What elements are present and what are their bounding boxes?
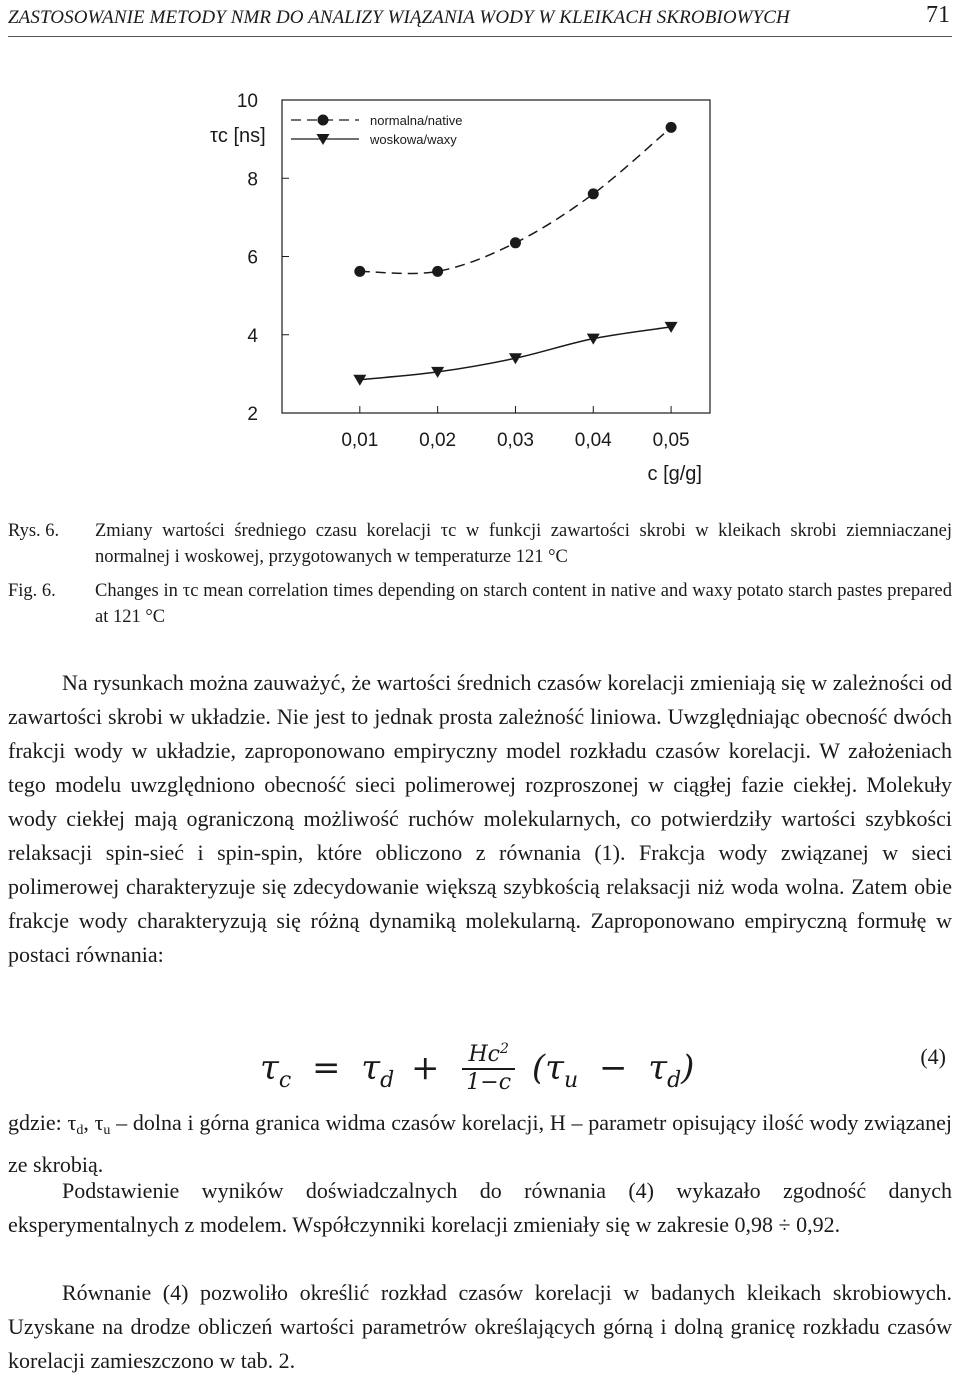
x-tick-label: 0,02 bbox=[419, 430, 457, 451]
eq-tau-d-sub: d bbox=[380, 1068, 395, 1093]
y-tick-label: 2 bbox=[247, 404, 258, 425]
x-axis-label: c [g/g] bbox=[647, 463, 702, 485]
eq-lhs-sub: c bbox=[278, 1068, 292, 1093]
eq-minus: − bbox=[598, 1048, 628, 1088]
eq-lhs: τ bbox=[260, 1048, 279, 1088]
eq-fraction bbox=[462, 1036, 515, 1096]
data-point-series-2 bbox=[353, 375, 366, 386]
where-tau-u: τ bbox=[94, 1110, 104, 1135]
paragraph-1: Na rysunkach można zauważyć, że wartości średnich czasów korelacji zmieniają się w zależności od zawartości skrobi w układzie. Nie jest to jednak prosta zależność liniowa. Uwzględniając obecność dwóch frakcji wody w układzie, zaproponowano empiryczny model rozkładu czasów korelacji. W założeniach tego modelu uwzględniono obecność sieci polimerowej rozproszonej w ciągłej fazie ciekłej. Molekuły wody ciekłej mają ograniczoną możliwość ruchów molekularnych, co potwierdziły wartości szybkości relaksacji spin-sieć i spin-spin, które obliczono z równania (1). Frakcja wody związanej w sieci polimerowej charakteryzuje się zdecydowanie większą szybkością relaksacji niż woda wolna. Zatem obie frakcje wody charakteryzują się różną dynamiką molekularną. Zaproponowano empiryczną formułę w postaci równania: bbox=[8, 670, 952, 967]
where-tau-d: τ bbox=[67, 1110, 77, 1135]
legend-marker-1 bbox=[318, 115, 329, 126]
correlation-time-chart bbox=[0, 80, 960, 500]
caption-en-label: Fig. 6. bbox=[8, 581, 56, 601]
caption-pl-label: Rys. 6. bbox=[8, 521, 60, 541]
y-tick-label: 8 bbox=[247, 169, 258, 191]
y-axis-label: τc [ns] bbox=[210, 125, 266, 147]
y-tick-label: 4 bbox=[247, 325, 258, 347]
running-header-title: ZASTOSOWANIE METODY NMR DO ANALIZY WIĄZANIA WODY W KLEIKACH SKROBIOWYCH bbox=[8, 7, 790, 28]
eq-paren-open: (τ bbox=[531, 1048, 564, 1088]
equation-formula bbox=[260, 1040, 694, 1100]
where-rest: – dolna i górna granica widma czasów korelacji, H – parametr opisujący ilość wody związanej ze skrobią. bbox=[8, 1110, 952, 1177]
caption-en-text: Changes in τc mean correlation times depending on starch content in native and waxy potato starch pastes prepared at 121 °C bbox=[95, 581, 952, 627]
eq-tau-d2-sub: d bbox=[667, 1068, 682, 1093]
paragraph-2: Podstawienie wyników doświadczalnych do równania (4) wykazało zgodność danych eksperymentalnych z modelem. Współczynniki korelacji zmieniały się w zakresie 0,98 ÷ 0,92. bbox=[8, 1178, 952, 1237]
data-point-series-1 bbox=[666, 122, 677, 133]
data-point-series-1 bbox=[510, 237, 521, 248]
paragraph-3: Równanie (4) pozwoliło określić rozkład czasów korelacji w badanych kleikach skrobiowych. Uzyskane na drodze obliczeń wartości parametrów określających górną i dolną granicę rozkładu czasów korelacji zamieszczono w tab. 2. bbox=[8, 1280, 952, 1373]
eq-equals: = bbox=[311, 1048, 341, 1088]
eq-tau-u-sub: u bbox=[563, 1068, 579, 1093]
plot-frame bbox=[282, 100, 710, 413]
eq-tau-d: τ bbox=[361, 1048, 381, 1088]
page-number: 71 bbox=[926, 2, 950, 28]
y-tick-label: 10 bbox=[236, 91, 258, 112]
data-point-series-1 bbox=[588, 188, 599, 199]
data-point-series-1 bbox=[354, 266, 365, 277]
equation-number: (4) bbox=[920, 1044, 946, 1069]
x-tick-label: 0,05 bbox=[652, 430, 690, 451]
where-tau-d-sub: d bbox=[76, 1123, 84, 1138]
eq-plus: + bbox=[410, 1048, 440, 1088]
x-tick-label: 0,04 bbox=[574, 430, 612, 451]
eq-tau-d2: τ bbox=[648, 1048, 668, 1088]
legend-label-2: woskowa/waxy bbox=[370, 132, 457, 147]
where-tau-u-sub: u bbox=[103, 1123, 111, 1138]
caption-pl-text: Zmiany wartości średniego czasu korelacji τc w funkcji zawartości skrobi w kleikach skrobi ziemniaczanej normalnej i woskowej, przygotowanych w temperaturze 121 °C bbox=[95, 521, 952, 567]
legend-label-1: normalna/native bbox=[370, 113, 463, 128]
x-tick-label: 0,01 bbox=[341, 430, 379, 451]
x-tick-label: 0,03 bbox=[496, 430, 534, 451]
eq-paren-close: ) bbox=[681, 1048, 695, 1088]
equation-4 bbox=[0, 1026, 960, 1096]
where-sep: , bbox=[83, 1110, 95, 1135]
eq-denominator: 1−c bbox=[466, 1070, 512, 1095]
where-prefix: gdzie: bbox=[8, 1110, 68, 1135]
running-header bbox=[8, 0, 952, 37]
eq-numerator: Hc$^2$ bbox=[462, 1036, 515, 1070]
series-line-1 bbox=[360, 127, 671, 273]
where-clause bbox=[8, 1106, 952, 1182]
y-tick-label: 6 bbox=[247, 247, 258, 269]
data-point-series-1 bbox=[432, 266, 443, 277]
